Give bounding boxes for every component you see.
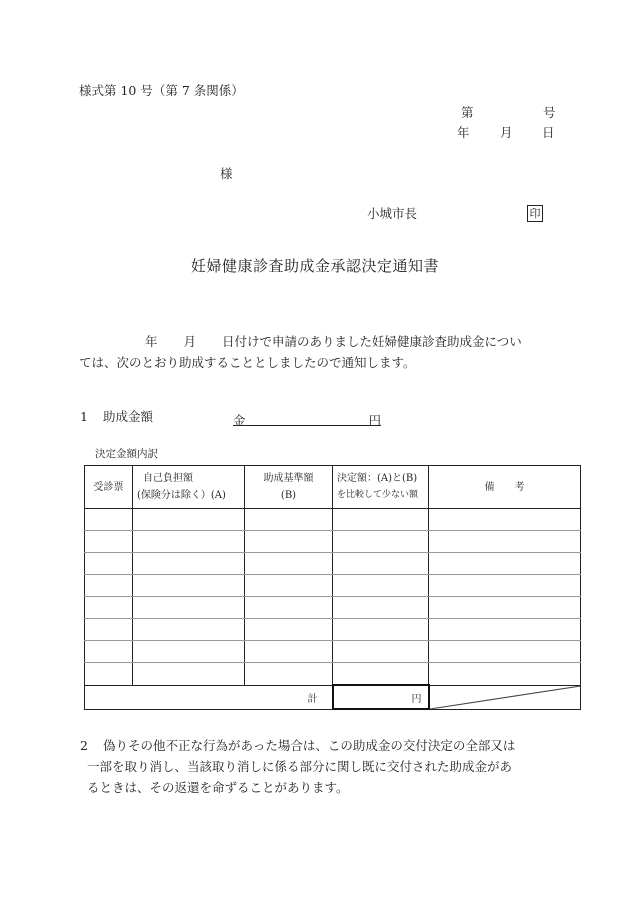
cell-ticket — [85, 641, 133, 663]
section2-line3: るときは、その返還を命ずることがあります。 — [87, 780, 349, 795]
cell-remarks — [429, 641, 581, 663]
header-remarks: 備 考 — [429, 466, 581, 509]
header-decided — [333, 466, 429, 509]
cell-standard — [245, 531, 333, 553]
body-text-after-date: 日付けで申請のありました妊婦健康診査助成金につい — [222, 334, 522, 349]
cell-standard — [245, 619, 333, 641]
cell-self-pay — [133, 553, 245, 575]
table-row — [85, 575, 581, 597]
table-row — [85, 663, 581, 686]
header-standard — [245, 466, 333, 509]
header-standard-line1: 助成基準額 — [263, 473, 314, 484]
cell-ticket — [85, 509, 133, 531]
section2-text — [87, 735, 559, 798]
amount-kin-label: 金 — [233, 413, 246, 428]
cell-self-pay — [133, 597, 245, 619]
table-row — [85, 619, 581, 641]
cell-ticket — [85, 575, 133, 597]
cell-self-pay — [133, 641, 245, 663]
cell-decided — [333, 663, 429, 686]
cell-remarks — [429, 597, 581, 619]
section2-line2: 一部を取り消し、当該取り消しに係る部分に関し既に交付された助成金があ — [87, 759, 513, 774]
issuer-name: 小城市長 — [367, 206, 418, 221]
cell-standard — [245, 597, 333, 619]
date-day-label: 日 — [542, 125, 555, 140]
cell-remarks — [429, 619, 581, 641]
header-decided-line1: 決定額：(A)と(B) — [337, 473, 418, 484]
cell-remarks — [429, 663, 581, 686]
table-row — [85, 553, 581, 575]
section1-number: 1 — [80, 409, 88, 424]
cell-standard — [245, 553, 333, 575]
cell-remarks — [429, 553, 581, 575]
cell-self-pay — [133, 531, 245, 553]
doc-number-prefix: 第 — [461, 105, 474, 120]
recipient-honorific: 様 — [220, 166, 233, 181]
section2 — [79, 735, 559, 798]
notice-body-line2: ては、次のとおり助成することとしましたので通知します。 — [79, 355, 416, 370]
cell-remarks — [429, 509, 581, 531]
cell-ticket — [85, 531, 133, 553]
notice-body — [79, 331, 559, 373]
header-self-pay-line2: (保険分は除く）(A) — [137, 490, 226, 501]
cell-decided — [333, 619, 429, 641]
cell-self-pay — [133, 509, 245, 531]
total-row — [85, 685, 581, 709]
cell-decided — [333, 641, 429, 663]
total-label: 計 — [85, 685, 333, 709]
table-row — [85, 509, 581, 531]
date-year-label: 年 — [457, 125, 470, 140]
total-remarks-void — [429, 685, 581, 709]
doc-number-suffix: 号 — [543, 105, 556, 120]
header-standard-line2: (B) — [280, 490, 297, 501]
section2-number: 2 — [80, 738, 88, 753]
cell-standard — [245, 509, 333, 531]
cell-decided — [333, 597, 429, 619]
cell-ticket — [85, 597, 133, 619]
diagonal-strike — [430, 686, 581, 709]
cell-self-pay — [133, 663, 245, 686]
breakdown-table — [84, 465, 581, 710]
header-ticket: 受診票 — [85, 466, 133, 509]
body-month-label: 月 — [183, 334, 197, 349]
header-self-pay-line1: 自己負担額 — [143, 473, 193, 484]
cell-ticket — [85, 619, 133, 641]
cell-standard — [245, 575, 333, 597]
seal-mark: 印 — [527, 205, 543, 222]
grant-amount-field — [233, 409, 381, 426]
cell-decided — [333, 531, 429, 553]
cell-remarks — [429, 531, 581, 553]
cell-standard — [245, 663, 333, 686]
section1-label: 助成金額 — [103, 409, 154, 424]
cell-self-pay — [133, 575, 245, 597]
body-year-label: 年 — [145, 334, 158, 349]
document-title: 妊婦健康診査助成金承認決定通知書 — [190, 257, 439, 275]
section2-line1: 偽りその他不正な行為があった場合は、この助成金の交付決定の全部又は — [103, 738, 516, 753]
total-amount: 円 — [333, 685, 429, 709]
cell-remarks — [429, 575, 581, 597]
cell-self-pay — [133, 619, 245, 641]
breakdown-header-row — [85, 466, 581, 509]
table-row — [85, 531, 581, 553]
date-month-label: 月 — [500, 125, 513, 140]
cell-decided — [333, 509, 429, 531]
notice-body-line1 — [79, 331, 559, 352]
cell-decided — [333, 575, 429, 597]
form-number: 様式第 10 号（第 7 条関係） — [79, 83, 244, 98]
table-row — [85, 641, 581, 663]
cell-standard — [245, 641, 333, 663]
header-decided-line2: を比較して少ない額 — [337, 490, 419, 500]
amount-yen-label: 円 — [368, 413, 381, 428]
cell-decided — [333, 553, 429, 575]
breakdown-caption: 決定金額内訳 — [95, 448, 158, 460]
cell-ticket — [85, 663, 133, 686]
cell-ticket — [85, 553, 133, 575]
header-self-pay — [133, 466, 245, 509]
table-row — [85, 597, 581, 619]
